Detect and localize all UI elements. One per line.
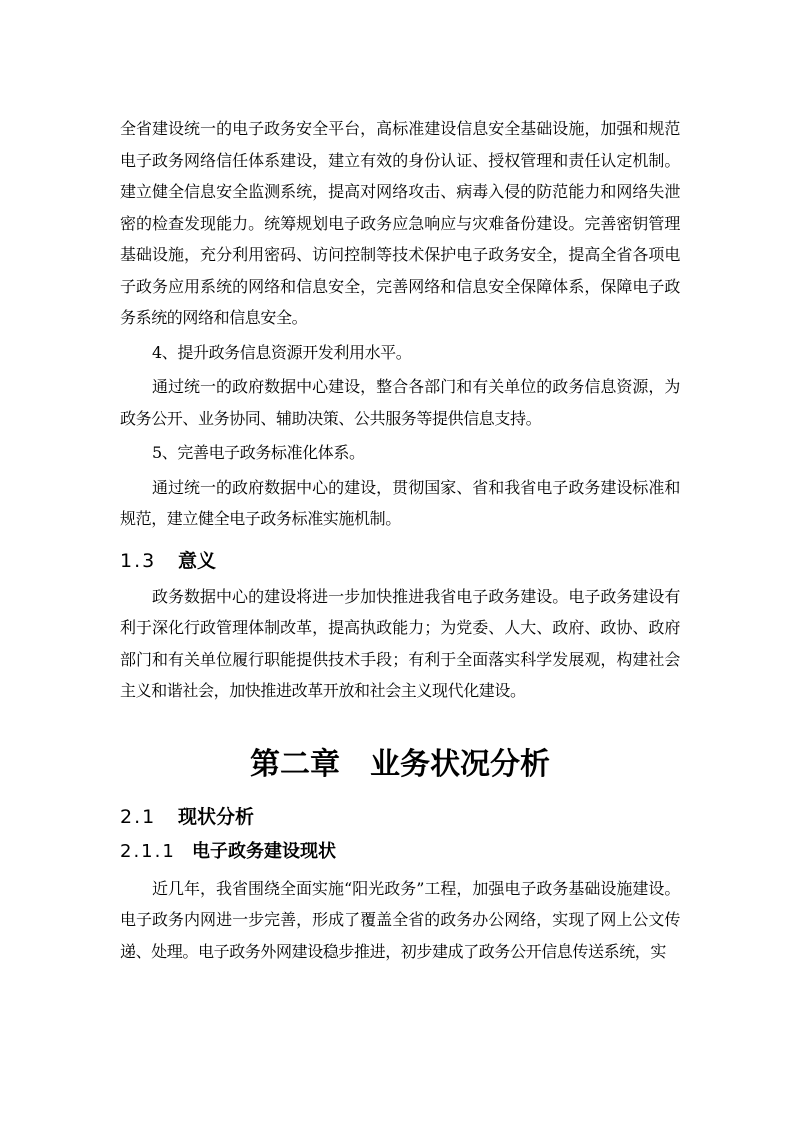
paragraph-current-status: 近几年，我省围绕全面实施“阳光政务”工程，加强电子政务基础设施建设。电子政务内网进一步完善，形成了覆盖全省的政务办公网络，实现了网上公文传递、处理。电子政务外网建设稳步推进，初步建成了政务公开信息传送系统，实 xyxy=(120,878,680,961)
list-item-5: 5、完善电子政务标准化体系。 xyxy=(152,443,365,462)
section-title: 意义 xyxy=(178,549,217,572)
section-number: 1.3 xyxy=(120,549,157,572)
section-heading-1-3 xyxy=(120,547,680,575)
paragraph-standards: 通过统一的政府数据中心的建设，贯彻国家、省和我省电子政务建设标准和规范，建立健全电子政务标准实施机制。 xyxy=(120,477,680,528)
subsection-number: 2.1.1 xyxy=(120,840,176,862)
section-number: 2.1 xyxy=(120,805,157,828)
paragraph-data-center: 通过统一的政府数据中心建设，整合各部门和有关单位的政务信息资源，为政务公开、业务协同、辅助决策、公共服务等提供信息支持。 xyxy=(120,377,680,428)
section-title: 现状分析 xyxy=(178,805,255,828)
page-content xyxy=(120,113,680,967)
section-heading-2-1 xyxy=(120,803,680,831)
paragraph-significance: 政务数据中心的建设将进一步加快推进我省电子政务建设。电子政务建设有利于深化行政管理体制改革，提高执政能力；为党委、人大、政府、政协、政府部门和有关单位履行职能提供技术手段；有利于全面落实科学发展观，构建社会主义和谐社会，加快推进改革开放和社会主义现代化建设。 xyxy=(120,586,680,700)
subsection-heading-2-1-1 xyxy=(120,837,680,867)
subsection-title: 电子政务建设现状 xyxy=(192,840,336,862)
paragraph-security-platform: 全省建设统一的电子政务安全平台，高标准建设信息安全基础设施，加强和规范电子政务网络信任体系建设，建立有效的身份认证、授权管理和责任认定机制。建立健全信息安全监测系统，提高对网络攻击、病毒入侵的防范能力和网络失泄密的检查发现能力。统筹规划电子政务应急响应与灾难备份建设。完善密钥管理基础设施，充分利用密码、访问控制等技术保护电子政务安全，提高全省各项电子政务应用系统的网络和信息安全，完善网络和信息安全保障体系，保障电子政务系统的网络和信息安全。 xyxy=(120,119,680,327)
list-item-4: 4、提升政务信息资源开发利用水平。 xyxy=(152,342,412,362)
chapter-title: 第二章 业务状况分析 xyxy=(250,746,550,782)
